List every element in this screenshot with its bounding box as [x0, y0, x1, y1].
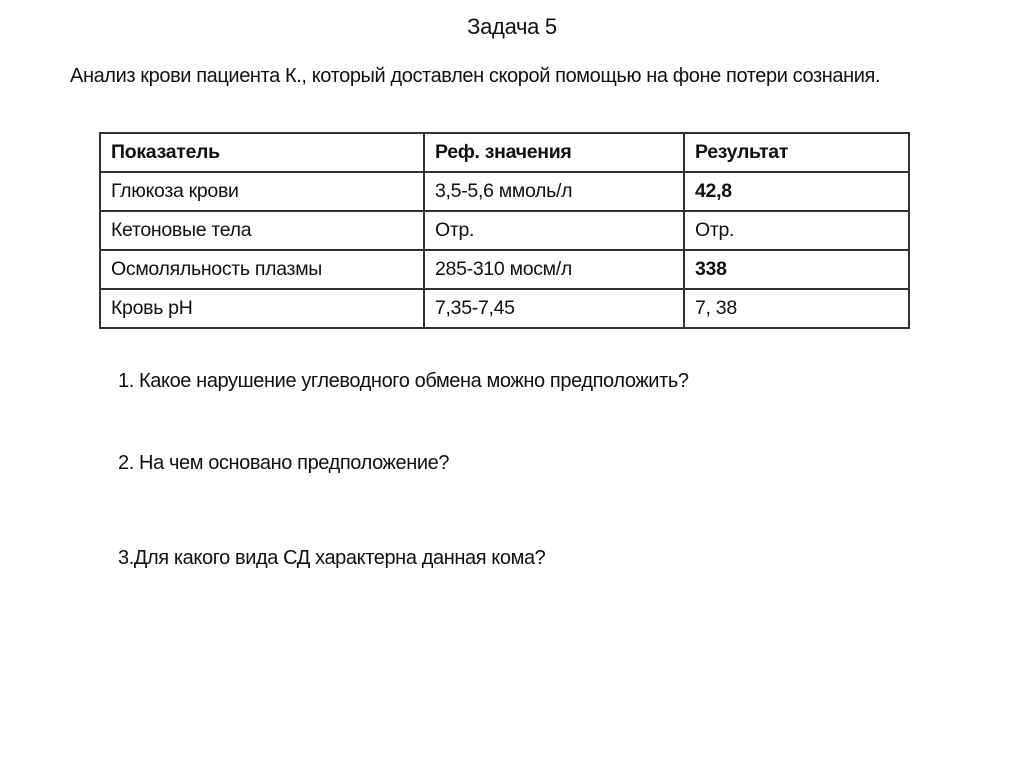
reference-cell: 3,5-5,6 ммоль/л	[424, 172, 684, 211]
table-row	[100, 211, 909, 250]
indicator-cell: Осмоляльность плазмы	[100, 250, 424, 289]
header-result: Результат	[684, 133, 909, 172]
header-indicator: Показатель	[100, 133, 424, 172]
table-row	[100, 289, 909, 328]
result-cell: 42,8	[684, 172, 909, 211]
header-reference: Реф. значения	[424, 133, 684, 172]
question-3: 3.Для какого вида СД характерна данная кома?	[118, 547, 546, 569]
case-description: Анализ крови пациента К., который доставлен скорой помощью на фоне потери сознания.	[70, 65, 881, 87]
reference-cell: 285-310 мосм/л	[424, 250, 684, 289]
reference-cell: 7,35-7,45	[424, 289, 684, 328]
result-cell: 7, 38	[684, 289, 909, 328]
reference-cell: Отр.	[424, 211, 684, 250]
indicator-cell: Кетоновые тела	[100, 211, 424, 250]
table-header-row	[100, 133, 909, 172]
question-2: 2. На чем основано предположение?	[118, 452, 450, 474]
indicator-cell: Глюкоза крови	[100, 172, 424, 211]
table-row	[100, 250, 909, 289]
table-row	[100, 172, 909, 211]
result-cell: Отр.	[684, 211, 909, 250]
question-1: 1. Какое нарушение углеводного обмена можно предположить?	[118, 370, 689, 392]
blood-test-table	[99, 132, 910, 329]
result-cell: 338	[684, 250, 909, 289]
indicator-cell: Кровь pH	[100, 289, 424, 328]
slide-title: Задача 5	[467, 14, 557, 39]
